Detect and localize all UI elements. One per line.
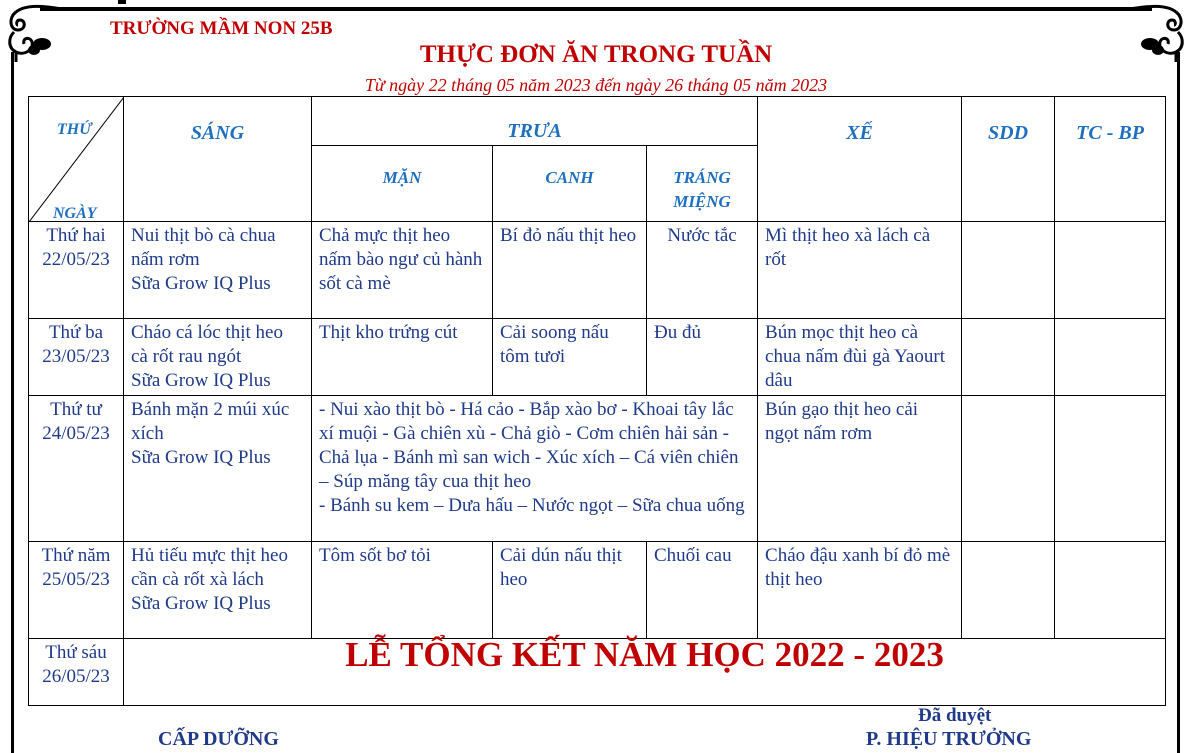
header-sdd: SDD (962, 97, 1055, 222)
weekly-menu-table (28, 96, 1166, 706)
xe-cell: Bún mọc thịt heo cà chua nấm đùi gà Yaourt dâu (758, 319, 962, 396)
day-name: Thứ ba (48, 322, 104, 343)
sang-cell (124, 542, 312, 639)
date-range: Từ ngày 22 tháng 05 năm 2023 đến ngày 26 tháng 05 năm 2023 (364, 75, 828, 95)
school-name: TRƯỜNG MẦM NON 25B (110, 18, 333, 39)
header-trang-mieng: TRÁNG MIỆNG (647, 146, 758, 222)
vice-principal-signature-label: P. HIỆU TRƯỞNG (866, 728, 1032, 750)
sang-milk: Sữa Grow IQ Plus (131, 273, 271, 294)
canh-cell: Bí đỏ nấu thịt heo (493, 222, 647, 319)
frame-top-border (40, 7, 1152, 11)
trang-mieng-cell: Nước tắc (647, 222, 758, 319)
xe-cell: Mì thịt heo xà lách cà rốt (758, 222, 962, 319)
day-date: 26/05/23 (42, 666, 110, 687)
xe-cell: Bún gạo thịt heo cải ngọt nấm rơm (758, 396, 962, 542)
header-tcbp: TC - BP (1055, 97, 1166, 222)
day-date: 23/05/23 (42, 346, 110, 367)
table-row (29, 222, 1166, 319)
sang-dish: Nui thịt bò cà chua nấm rơm (131, 225, 276, 270)
tcbp-cell (1055, 542, 1166, 639)
approved-label: Đã duyệt (918, 705, 992, 726)
sang-cell (124, 396, 312, 542)
day-name: Thứ năm (41, 545, 111, 566)
sdd-cell (962, 542, 1055, 639)
day-date: 24/05/23 (42, 423, 110, 444)
sang-dish: Cháo cá lóc thịt heo cà rốt rau ngót (131, 322, 283, 367)
corner-header-cell (29, 97, 124, 222)
sang-cell (124, 319, 312, 396)
day-cell (29, 319, 124, 396)
header-canh: CANH (493, 146, 647, 222)
page-title: THỰC ĐƠN ĂN TRONG TUẦN (419, 41, 773, 68)
day-cell (29, 396, 124, 542)
day-cell (29, 639, 124, 706)
frame-top-mark (118, 0, 126, 4)
tcbp-cell (1055, 396, 1166, 542)
corner-label-ngay: NGÀY (53, 205, 97, 222)
header-man: MẶN (312, 146, 493, 222)
day-name: Thứ tư (50, 399, 102, 420)
event-banner: LỄ TỔNG KẾT NĂM HỌC 2022 - 2023 (124, 639, 1166, 706)
man-cell: Thịt kho trứng cút (312, 319, 493, 396)
header-xe: XẾ (758, 97, 962, 222)
table-row (29, 639, 1166, 706)
trua-merged-desserts: - Bánh su kem – Dưa hấu – Nước ngọt – Sữa chua uống (319, 495, 745, 516)
day-name: Thứ sáu (45, 642, 107, 663)
day-name: Thứ hai (46, 225, 106, 246)
sang-dish: Hủ tiếu mực thịt heo cần cà rốt xà lách (131, 545, 288, 590)
trang-mieng-cell: Chuối cau (647, 542, 758, 639)
day-cell (29, 222, 124, 319)
canh-cell: Cải dún nấu thịt heo (493, 542, 647, 639)
sdd-cell (962, 319, 1055, 396)
frame-right-border (1177, 52, 1180, 753)
header-sang: SÁNG (124, 97, 312, 222)
trang-mieng-cell: Đu đủ (647, 319, 758, 396)
sang-milk: Sữa Grow IQ Plus (131, 447, 271, 468)
day-cell (29, 542, 124, 639)
frame-left-border (11, 52, 14, 753)
table-row (29, 542, 1166, 639)
tcbp-cell (1055, 319, 1166, 396)
day-date: 22/05/23 (42, 249, 110, 270)
corner-label-thu: THỨ (57, 121, 92, 138)
sang-dish: Bánh mặn 2 múi xúc xích (131, 399, 290, 444)
day-date: 25/05/23 (42, 569, 110, 590)
canh-cell: Cải soong nấu tôm tươi (493, 319, 647, 396)
man-cell: Tôm sốt bơ tỏi (312, 542, 493, 639)
sang-cell (124, 222, 312, 319)
cook-signature-label: CẤP DƯỠNG (158, 728, 279, 750)
sang-milk: Sữa Grow IQ Plus (131, 370, 271, 391)
man-cell: Chả mực thịt heo nấm bào ngư củ hành sốt cà mè (312, 222, 493, 319)
sang-milk: Sữa Grow IQ Plus (131, 593, 271, 614)
trua-merged-dishes: - Nui xào thịt bò - Há cảo - Bắp xào bơ - Khoai tây lắc xí muội - Gà chiên xù - Chả giò - Cơm chiên hải sản - Chả lụa - Bánh mì san wich - Xúc xích – Cá viên chiên – Súp măng tây cua thịt heo (319, 399, 739, 492)
xe-cell: Cháo đậu xanh bí đỏ mè thịt heo (758, 542, 962, 639)
trua-merged-cell (312, 396, 758, 542)
sdd-cell (962, 222, 1055, 319)
table-row (29, 319, 1166, 396)
table-row (29, 396, 1166, 542)
sdd-cell (962, 396, 1055, 542)
tcbp-cell (1055, 222, 1166, 319)
header-trua: TRƯA (312, 97, 758, 146)
